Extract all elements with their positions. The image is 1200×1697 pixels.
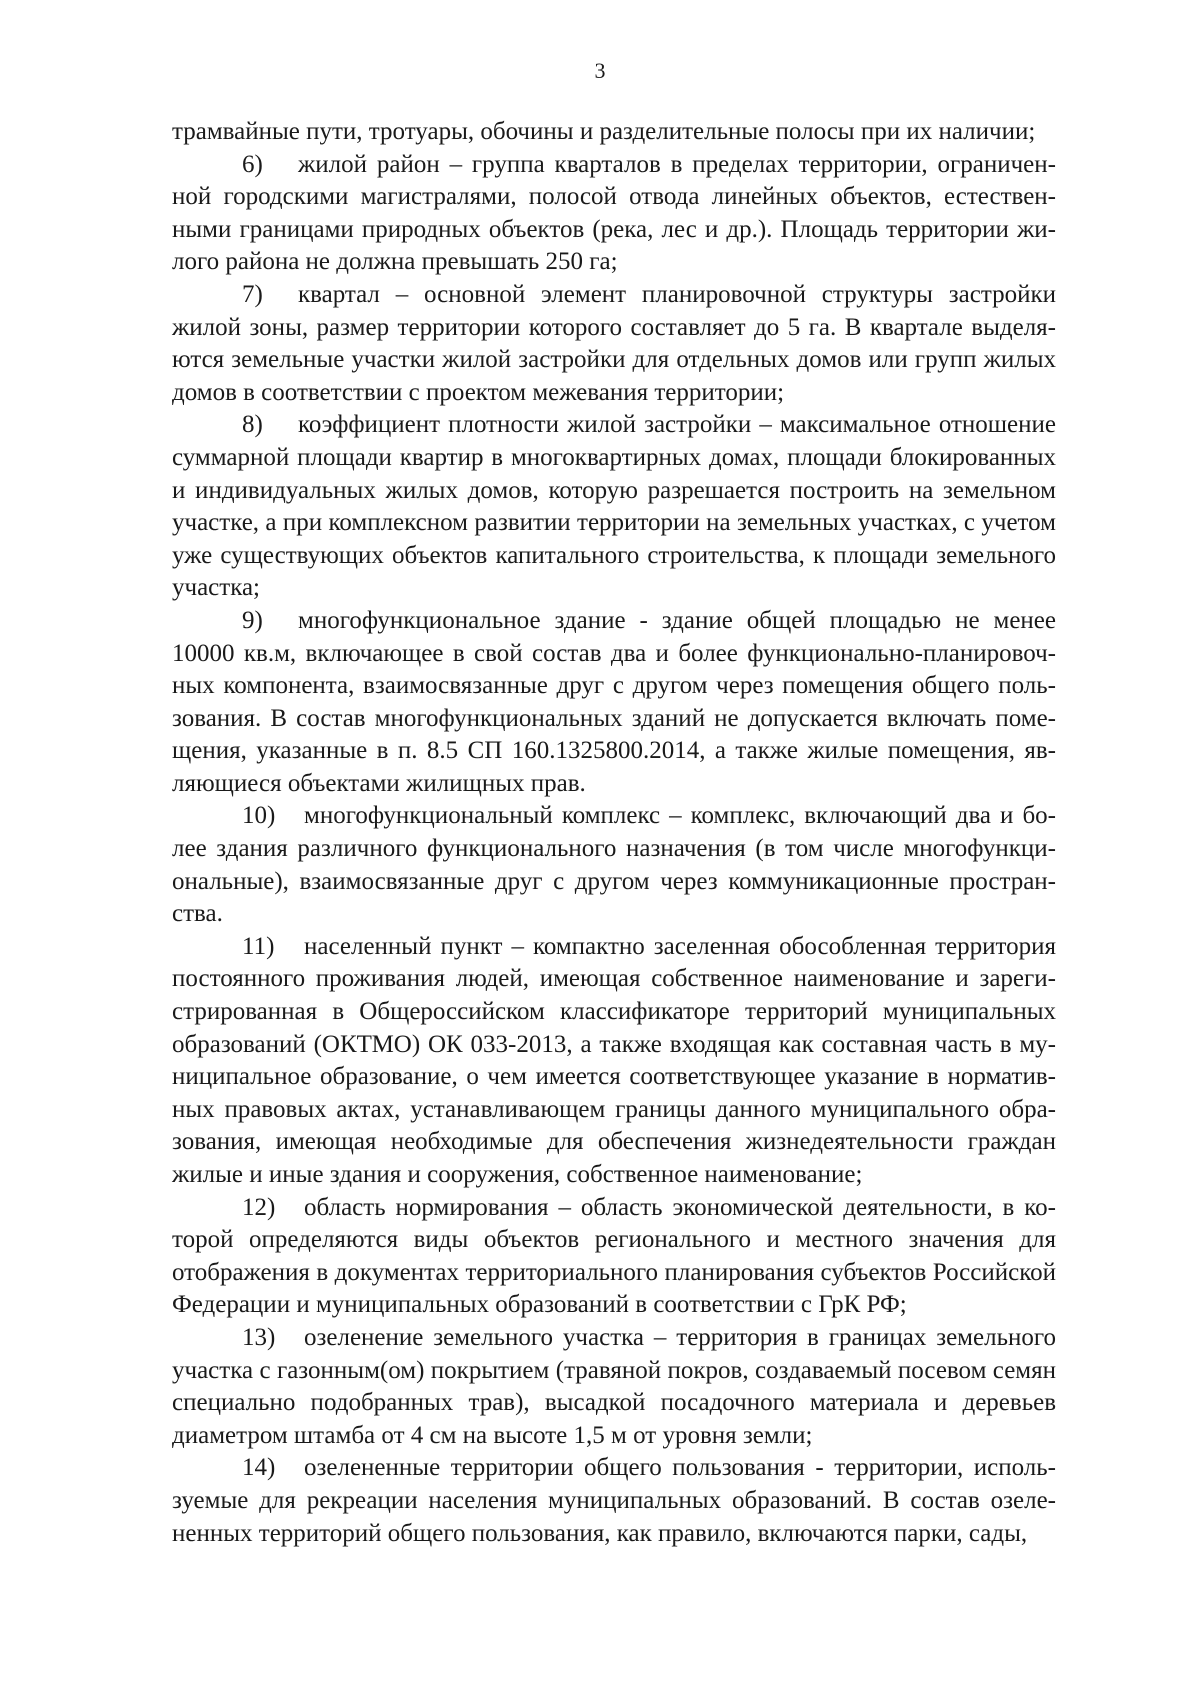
list-item: [172, 1192, 1056, 1322]
item-number: 14): [242, 1454, 276, 1482]
list-item: [172, 800, 1056, 930]
item-text: квартал – основной элемент планировочной структуры застройки жилой зоны, размер территории которого составляет до 5 га. В квартале выделяются земельные участки жилой застройки для отдельных домов или групп жилых домов в соответствии с проектом межевания территории;: [172, 280, 1056, 406]
item-text: область нормирования – область экономической деятельности, в которой определяются виды объектов регионального и местного значения для отображения в документах территориального планирования субъектов Российской Федерации и муниципальных образований в соответствии с ГрК РФ;: [172, 1193, 1056, 1319]
list-item: [172, 605, 1056, 801]
document-body: [172, 116, 1056, 1550]
list-item: [172, 409, 1056, 605]
item-number: 12): [242, 1193, 276, 1221]
item-text: населенный пункт – компактно заселенная обособленная территория постоянного проживания людей, имеющая собственное наименование и зарегистрированная в Общероссийском классификаторе территорий муниципальных образований (ОКТМО) ОК 033-2013, а также входящая как составная часть в муниципальное образование, о чем имеется соответствующее указание в нормативных правовых актах, устанавливающем границы данного муниципального образования, имеющая необходимые для обеспечения жизнедеятельности граждан жилые и иные здания и сооружения, собственное наименование;: [172, 932, 1056, 1188]
page-number: 3: [594, 58, 606, 83]
item-number: 8): [242, 411, 263, 439]
item-text: многофункциональное здание - здание общей площадью не менее 10000 кв.м, включающее в свой состав два и более функционально-планировочных компонента, взаимосвязанные друг с другом через помещения общего пользования. В состав многофункциональных зданий не допускается включать помещения, указанные в п. 8.5 СП 160.1325800.2014, а также жилые помещения, являющиеся объектами жилищных прав.: [172, 606, 1056, 797]
item-text: многофункциональный комплекс – комплекс, включающий два и более здания различного функционального назначения (в том числе многофункциональные), взаимосвязанные друг с другом через коммуникационные пространства.: [172, 802, 1056, 928]
continuation-paragraph: трамвайные пути, тротуары, обочины и разделительные полосы при их наличии;: [172, 118, 1036, 145]
item-text: озелененные территории общего пользования - территории, используемые для рекреации населения муниципальных образований. В состав озелененных территорий общего пользования, как правило, включаются парки, сады,: [172, 1454, 1056, 1547]
item-number: 9): [242, 606, 263, 634]
list-item: [172, 1452, 1056, 1550]
list-item: [172, 149, 1056, 279]
item-number: 6): [242, 150, 263, 178]
list-item: [172, 279, 1056, 409]
item-text: коэффициент плотности жилой застройки – максимальное отношение суммарной площади квартир в многоквартирных домах, площади блокированных и индивидуальных жилых домов, которую разрешается построить на земельном участке, а при комплексном развитии территории на земельных участках, с учетом уже существующих объектов капитального строительства, к площади земельного участка;: [172, 411, 1056, 602]
item-text: жилой район – группа кварталов в пределах территории, ограниченной городскими магистралями, полосой отвода линейных объектов, естественными границами природных объектов (река, лес и др.). Площадь территории жилого района не должна превышать 250 га;: [172, 150, 1056, 276]
item-number: 10): [242, 802, 276, 830]
list-item: [172, 1322, 1056, 1452]
list-item: [172, 931, 1056, 1192]
item-number: 7): [242, 280, 263, 308]
item-number: 11): [242, 932, 275, 960]
item-text: озеленение земельного участка – территория в границах земельного участка с газонным(ом) покрытием (травяной покров, создаваемый посевом семян специально подобранных трав), высадкой посадочного материала и деревьев диаметром штамба от 4 см на высоте 1,5 м от уровня земли;: [172, 1323, 1056, 1449]
item-number: 13): [242, 1323, 276, 1351]
